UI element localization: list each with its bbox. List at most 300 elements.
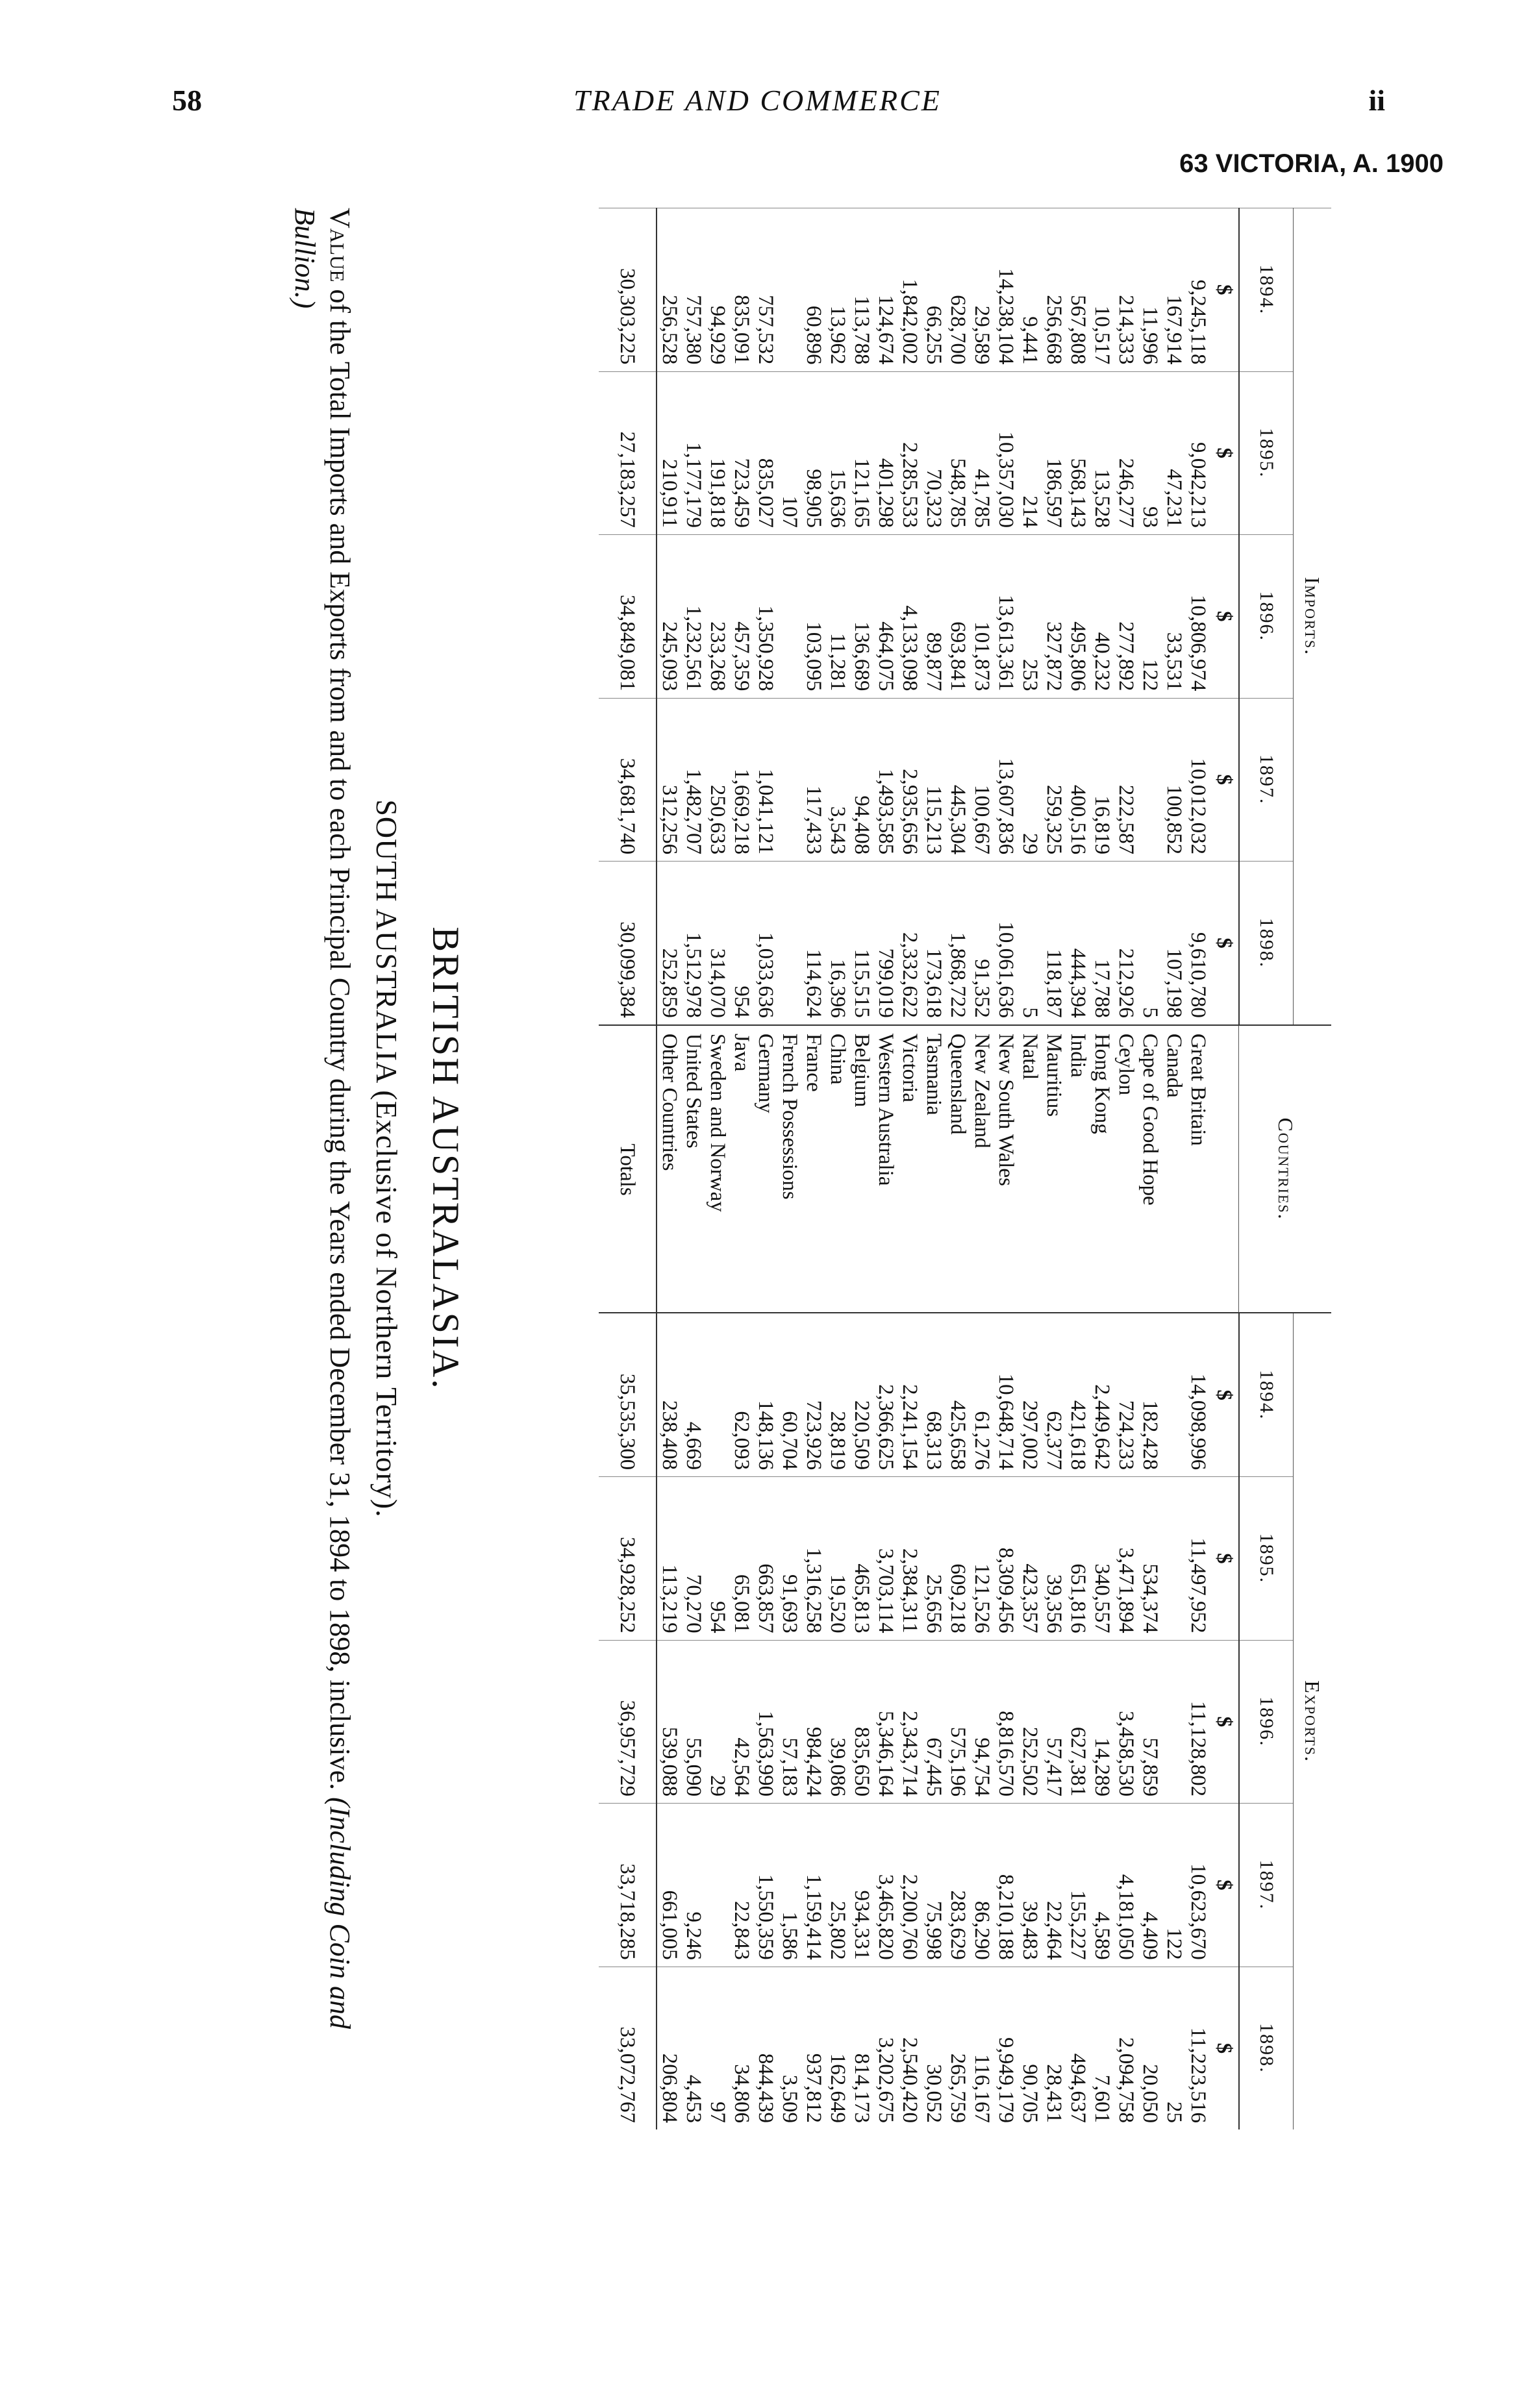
export-value: 155,227 [1066, 1804, 1090, 1967]
export-value [1162, 1477, 1186, 1641]
export-value: 465,813 [849, 1477, 873, 1641]
export-value: 57,417 [1042, 1640, 1066, 1804]
country-cell [1138, 1025, 1162, 1313]
country-name: France [802, 1033, 825, 1092]
totals-label: Totals [599, 1025, 657, 1313]
import-value: 210,911 [657, 371, 681, 535]
export-value: 20,050 [1138, 1967, 1162, 2129]
export-value: 8,816,570 [994, 1640, 1018, 1804]
country-name: Ceylon [1114, 1033, 1138, 1096]
import-value: 445,304 [945, 698, 970, 862]
export-value: 575,196 [945, 1640, 970, 1804]
table-row [705, 208, 729, 2130]
import-value: 14,238,104 [994, 208, 1018, 372]
export-value: 297,002 [1018, 1400, 1042, 1471]
export-value: 4,409 [1138, 1804, 1162, 1967]
export-value: 55,090 [681, 1640, 705, 1804]
export-value: 11,223,516 [1186, 1967, 1210, 2129]
imports-year-header: 1896. [1239, 535, 1294, 699]
unit-cell: $ [1210, 371, 1239, 535]
export-value: 86,290 [970, 1804, 994, 1967]
import-value: 246,277 [1114, 371, 1138, 535]
export-value: 14,289 [1090, 1640, 1114, 1804]
import-value: 103,095 [801, 535, 825, 699]
export-value: 14,098,996 [1186, 1373, 1210, 1471]
export-value: 252,502 [1018, 1640, 1042, 1804]
import-value: 17,788 [1090, 862, 1114, 1025]
import-value: 13,613,361 [994, 535, 1018, 699]
import-value: 1,033,636 [753, 862, 777, 1025]
table-row [1162, 208, 1186, 2130]
unit-cell-blank [1210, 1025, 1239, 1313]
import-value: 256,528 [657, 208, 681, 372]
import-value: 250,633 [705, 698, 729, 862]
export-value [1162, 1313, 1186, 1476]
import-value: 457,359 [729, 535, 753, 699]
table-row [1138, 208, 1162, 2130]
country-cell [681, 1025, 705, 1313]
export-value: 11,128,802 [1186, 1640, 1210, 1804]
import-value: 256,668 [1042, 208, 1066, 372]
table-row [1114, 208, 1138, 2130]
import-value: 186,597 [1042, 371, 1066, 535]
export-value: 113,219 [657, 1477, 681, 1641]
export-value: 25 [1162, 1967, 1186, 2129]
export-value: 90,705 [1018, 1967, 1042, 2129]
export-value: 1,550,359 [753, 1804, 777, 1967]
export-value: 283,629 [945, 1804, 970, 1967]
import-value: 13,962 [825, 208, 849, 372]
country-name: United States [682, 1033, 705, 1148]
import-value: 15,636 [825, 371, 849, 535]
export-total: 35,535,300 [599, 1313, 657, 1476]
export-value: 57,859 [1138, 1640, 1162, 1804]
export-value: 75,998 [921, 1804, 945, 1967]
export-value: 651,816 [1066, 1477, 1090, 1641]
export-total: 33,718,285 [599, 1804, 657, 1967]
import-value: 13,528 [1090, 371, 1114, 535]
export-total: 33,072,767 [599, 1967, 657, 2129]
unit-cell: $ [1210, 208, 1239, 372]
export-value: 3,509 [777, 1967, 801, 2129]
export-value: 25,802 [825, 1804, 849, 1967]
export-value: 724,233 [1114, 1400, 1138, 1471]
export-value: 9,949,179 [994, 1967, 1018, 2129]
country-name: China [826, 1033, 849, 1085]
table-row [945, 208, 970, 2130]
import-value: 33,531 [1162, 535, 1186, 699]
country-name: New South Wales [994, 1033, 1018, 1186]
export-value: 94,754 [970, 1640, 994, 1804]
import-value [777, 535, 801, 699]
unit-cell: $ [1210, 1640, 1239, 1804]
page-subtitle: SOUTH AUSTRALIA (Exclusive of Northern Territory). [370, 799, 403, 1518]
export-value: 1,159,414 [801, 1804, 825, 1967]
import-value: 835,027 [753, 371, 777, 535]
import-value [777, 698, 801, 862]
import-value: 93 [1138, 371, 1162, 535]
export-value: 663,857 [753, 1477, 777, 1641]
export-value: 844,439 [753, 1967, 777, 2129]
import-value: 4,133,098 [897, 535, 921, 699]
import-value: 723,459 [729, 371, 753, 535]
export-value: 4,181,050 [1114, 1804, 1138, 1967]
export-value: 39,483 [1018, 1804, 1042, 1967]
import-value: 16,819 [1090, 698, 1114, 862]
import-value: 2,285,533 [897, 371, 921, 535]
export-value: 934,331 [849, 1804, 873, 1967]
exports-year-header: 1896. [1239, 1640, 1294, 1804]
unit-cell: $ [1210, 535, 1239, 699]
import-value: 567,808 [1066, 208, 1090, 372]
import-value: 1,493,585 [873, 698, 897, 862]
export-value: 238,408 [658, 1400, 681, 1471]
export-value: 1,563,990 [753, 1640, 777, 1804]
import-value: 10,012,032 [1186, 698, 1210, 862]
import-value: 98,905 [801, 371, 825, 535]
unit-cell: $ [1210, 1804, 1239, 1967]
export-value: 2,241,154 [898, 1384, 921, 1471]
import-value: 1,512,978 [681, 862, 705, 1025]
country-cell [729, 1025, 753, 1313]
imports-year-header: 1897. [1239, 698, 1294, 862]
export-value: 9,246 [681, 1804, 705, 1967]
unit-cell: $ [1210, 862, 1239, 1025]
export-value: 91,693 [777, 1477, 801, 1641]
import-value [777, 862, 801, 1025]
imports-year-header: 1894. [1239, 208, 1294, 372]
import-value: 10,517 [1090, 208, 1114, 372]
import-value: 1,842,002 [897, 208, 921, 372]
import-value: 11,996 [1138, 208, 1162, 372]
page-number: 58 [172, 84, 202, 117]
import-value: 107,198 [1162, 862, 1186, 1025]
export-value: 206,804 [657, 1967, 681, 2129]
import-value: 757,380 [681, 208, 705, 372]
country-name: Other Countries [658, 1033, 681, 1171]
import-value: 47,231 [1162, 371, 1186, 535]
country-cell [1018, 1025, 1042, 1313]
table-row [825, 208, 849, 2130]
unit-cell: $ [1210, 1477, 1239, 1641]
import-value: 444,394 [1066, 862, 1090, 1025]
export-value: 4,589 [1090, 1804, 1114, 1967]
import-value: 115,213 [921, 698, 945, 862]
exports-header: Exports. [1294, 1313, 1332, 2129]
import-value: 212,926 [1114, 862, 1138, 1025]
export-value: 62,093 [730, 1411, 753, 1471]
export-value: 421,618 [1066, 1400, 1090, 1471]
export-value: 7,601 [1090, 1967, 1114, 2129]
export-value: 835,650 [849, 1640, 873, 1804]
import-total: 27,183,257 [599, 371, 657, 535]
import-value: 66,255 [921, 208, 945, 372]
export-value: 122 [1162, 1804, 1186, 1967]
country-name: Canada [1162, 1033, 1186, 1098]
export-value: 28,819 [826, 1411, 849, 1471]
country-cell [825, 1025, 849, 1313]
country-cell [1090, 1025, 1114, 1313]
country-name: Victoria [898, 1033, 921, 1102]
exports-year-header: 1897. [1239, 1804, 1294, 1967]
import-value: 233,268 [705, 535, 729, 699]
export-value: 425,658 [946, 1400, 970, 1471]
import-value: 16,396 [825, 862, 849, 1025]
export-value: 29 [705, 1640, 729, 1804]
table-body [599, 208, 1239, 2130]
table-row [753, 208, 777, 2130]
export-total: 34,928,252 [599, 1477, 657, 1641]
export-value: 34,806 [729, 1967, 753, 2129]
import-total: 30,099,384 [599, 862, 657, 1025]
table-row [681, 208, 705, 2130]
import-value: 3,543 [825, 698, 849, 862]
export-value: 57,183 [777, 1640, 801, 1804]
country-name: Western Australia [874, 1033, 897, 1186]
export-value: 11,497,952 [1186, 1477, 1210, 1641]
import-value: 548,785 [945, 371, 970, 535]
import-value: 191,818 [705, 371, 729, 535]
export-value: 609,218 [945, 1477, 970, 1641]
export-value: 340,557 [1090, 1477, 1114, 1641]
import-value: 312,256 [657, 698, 681, 862]
export-value: 2,366,625 [874, 1384, 897, 1471]
export-value: 116,167 [970, 1967, 994, 2129]
import-value: 259,325 [1042, 698, 1066, 862]
country-cell [945, 1025, 970, 1313]
export-value: 3,471,894 [1114, 1477, 1138, 1641]
export-value: 5,346,164 [873, 1640, 897, 1804]
table-row [994, 208, 1018, 2130]
unit-row [1210, 208, 1239, 2130]
export-value: 984,424 [801, 1640, 825, 1804]
description-paren: (Including Coin and Bullion.) [289, 208, 356, 2029]
country-cell [705, 1025, 729, 1313]
table-description [287, 208, 357, 2129]
running-title: TRADE AND COMMERCE [573, 84, 942, 117]
country-cell [994, 1025, 1018, 1313]
country-cell [897, 1025, 921, 1313]
table-row [1090, 208, 1114, 2130]
country-cell [1042, 1025, 1066, 1313]
import-value: 41,785 [970, 371, 994, 535]
import-total: 34,849,081 [599, 535, 657, 699]
import-value: 114,624 [801, 862, 825, 1025]
import-value: 9,441 [1018, 208, 1042, 372]
country-cell [873, 1025, 897, 1313]
country-cell [801, 1025, 825, 1313]
import-value: 1,177,179 [681, 371, 705, 535]
import-value: 124,674 [873, 208, 897, 372]
country-name: French Possessions [778, 1033, 801, 1200]
import-value: 167,914 [1162, 208, 1186, 372]
import-value: 693,841 [945, 535, 970, 699]
country-cell [849, 1025, 873, 1313]
export-value: 65,081 [729, 1477, 753, 1641]
import-value: 2,935,656 [897, 698, 921, 862]
import-value: 40,232 [1090, 535, 1114, 699]
country-name: Java [730, 1033, 753, 1072]
import-value: 100,667 [970, 698, 994, 862]
import-value: 101,873 [970, 535, 994, 699]
table-row [873, 208, 897, 2130]
export-value: 494,637 [1066, 1967, 1090, 2129]
import-value: 13,607,836 [994, 698, 1018, 862]
country-name: Natal [1018, 1033, 1042, 1080]
import-value: 327,872 [1042, 535, 1066, 699]
export-value: 4,453 [681, 1967, 705, 2129]
description-text: of the Total Imports and Exports from and to each Principal Country during the Years ended December 31, 1894 to 1898, inclusive. [324, 282, 356, 1798]
import-value: 628,700 [945, 208, 970, 372]
import-value: 400,516 [1066, 698, 1090, 862]
country-cell [1066, 1025, 1090, 1313]
export-value: 182,428 [1138, 1400, 1162, 1471]
trade-table [599, 208, 1331, 2129]
import-value: 954 [729, 862, 753, 1025]
export-value: 2,540,420 [897, 1967, 921, 2129]
unit-cell: $ [1210, 1967, 1239, 2129]
import-value: 245,093 [657, 535, 681, 699]
export-value: 8,210,188 [994, 1804, 1018, 1967]
export-value: 423,357 [1018, 1477, 1042, 1641]
country-cell [753, 1025, 777, 1313]
import-value: 757,532 [753, 208, 777, 372]
export-value: 2,343,714 [897, 1640, 921, 1804]
export-value: 162,649 [825, 1967, 849, 2129]
unit-cell: $ [1212, 1389, 1236, 1401]
export-value [705, 1313, 729, 1476]
table-row [921, 208, 945, 2130]
export-value: 22,843 [729, 1804, 753, 1967]
rotated-content [273, 182, 1331, 2135]
country-cell [657, 1025, 681, 1313]
import-value: 835,091 [729, 208, 753, 372]
country-name: Cape of Good Hope [1138, 1033, 1162, 1206]
imports-header: Imports. [1294, 208, 1332, 1025]
import-value: 314,070 [705, 862, 729, 1025]
export-value: 62,377 [1042, 1411, 1066, 1471]
table-row [1066, 208, 1090, 2130]
export-value: 2,094,758 [1114, 1967, 1138, 2129]
export-value: 3,703,114 [873, 1477, 897, 1641]
export-value: 121,526 [970, 1477, 994, 1641]
export-value: 39,356 [1042, 1477, 1066, 1641]
export-value: 3,458,530 [1114, 1640, 1138, 1804]
import-value: 1,868,722 [945, 862, 970, 1025]
import-value: 799,019 [873, 862, 897, 1025]
import-value: 1,669,218 [729, 698, 753, 862]
totals-row [599, 208, 657, 2130]
export-value [705, 1804, 729, 1967]
export-value: 723,926 [802, 1400, 825, 1471]
export-value: 627,381 [1066, 1640, 1090, 1804]
table-row [897, 208, 921, 2130]
import-value: 113,788 [849, 208, 873, 372]
export-value: 68,313 [922, 1411, 945, 1471]
country-cell [777, 1025, 801, 1313]
import-value: 568,143 [1066, 371, 1090, 535]
export-value: 60,704 [778, 1411, 801, 1471]
export-value: 61,276 [970, 1411, 994, 1471]
table-row [777, 208, 801, 2130]
import-value: 214 [1018, 371, 1042, 535]
country-name: India [1066, 1033, 1090, 1078]
imports-year-header: 1898. [1239, 862, 1294, 1025]
import-value: 2,332,622 [897, 862, 921, 1025]
import-value: 10,357,030 [994, 371, 1018, 535]
exports-year-header: 1898. [1239, 1967, 1294, 2129]
export-value: 10,648,714 [994, 1373, 1018, 1471]
import-value: 10,806,974 [1186, 535, 1210, 699]
import-value: 121,165 [849, 371, 873, 535]
import-value: 222,587 [1114, 698, 1138, 862]
import-value: 11,281 [825, 535, 849, 699]
export-value: 954 [705, 1477, 729, 1641]
table-row [1018, 208, 1042, 2130]
import-value: 10,061,636 [994, 862, 1018, 1025]
import-value: 9,245,118 [1186, 208, 1210, 372]
export-value: 534,374 [1138, 1477, 1162, 1641]
export-value: 2,384,311 [897, 1477, 921, 1641]
unit-cell: $ [1210, 698, 1239, 862]
import-value: 60,896 [801, 208, 825, 372]
import-value: 70,323 [921, 371, 945, 535]
export-value: 3,202,675 [873, 1967, 897, 2129]
import-value: 91,352 [970, 862, 994, 1025]
table-row [1042, 208, 1066, 2130]
export-value: 70,270 [681, 1477, 705, 1641]
import-value: 252,859 [657, 862, 681, 1025]
export-value: 148,136 [754, 1400, 777, 1471]
description-lead: Value [324, 208, 356, 282]
countries-header: Countries. [1239, 1025, 1331, 1313]
export-value: 8,309,456 [994, 1477, 1018, 1641]
export-value: 19,520 [825, 1477, 849, 1641]
export-total: 36,957,729 [599, 1640, 657, 1804]
country-cell [1114, 1025, 1138, 1313]
exports-year-header: 1894. [1239, 1313, 1294, 1476]
export-value: 539,088 [657, 1640, 681, 1804]
import-value: 94,929 [705, 208, 729, 372]
export-value: 30,052 [921, 1967, 945, 2129]
import-value [1138, 698, 1162, 862]
export-value: 28,431 [1042, 1967, 1066, 2129]
import-value: 9,042,213 [1186, 371, 1210, 535]
import-total: 34,681,740 [599, 698, 657, 862]
import-value: 214,333 [1114, 208, 1138, 372]
export-value: 67,445 [921, 1640, 945, 1804]
import-value: 5 [1138, 862, 1162, 1025]
country-name: Hong Kong [1090, 1033, 1114, 1134]
import-value: 1,350,928 [753, 535, 777, 699]
import-value: 173,618 [921, 862, 945, 1025]
import-value: 1,041,121 [753, 698, 777, 862]
import-value: 401,298 [873, 371, 897, 535]
exports-year-header: 1895. [1239, 1477, 1294, 1641]
import-value: 464,075 [873, 535, 897, 699]
country-cell [970, 1025, 994, 1313]
country-name: Mauritius [1042, 1033, 1066, 1117]
import-value: 495,806 [1066, 535, 1090, 699]
export-value: 661,005 [657, 1804, 681, 1967]
table-row [1186, 208, 1210, 2130]
page-title: BRITISH AUSTRALASIA. [425, 926, 467, 1391]
import-total: 30,303,225 [599, 208, 657, 372]
session-label: 63 VICTORIA, A. 1900 [1179, 149, 1444, 178]
table-row [970, 208, 994, 2130]
import-value: 9,610,780 [1186, 862, 1210, 1025]
folio-number: ii [1368, 84, 1385, 117]
